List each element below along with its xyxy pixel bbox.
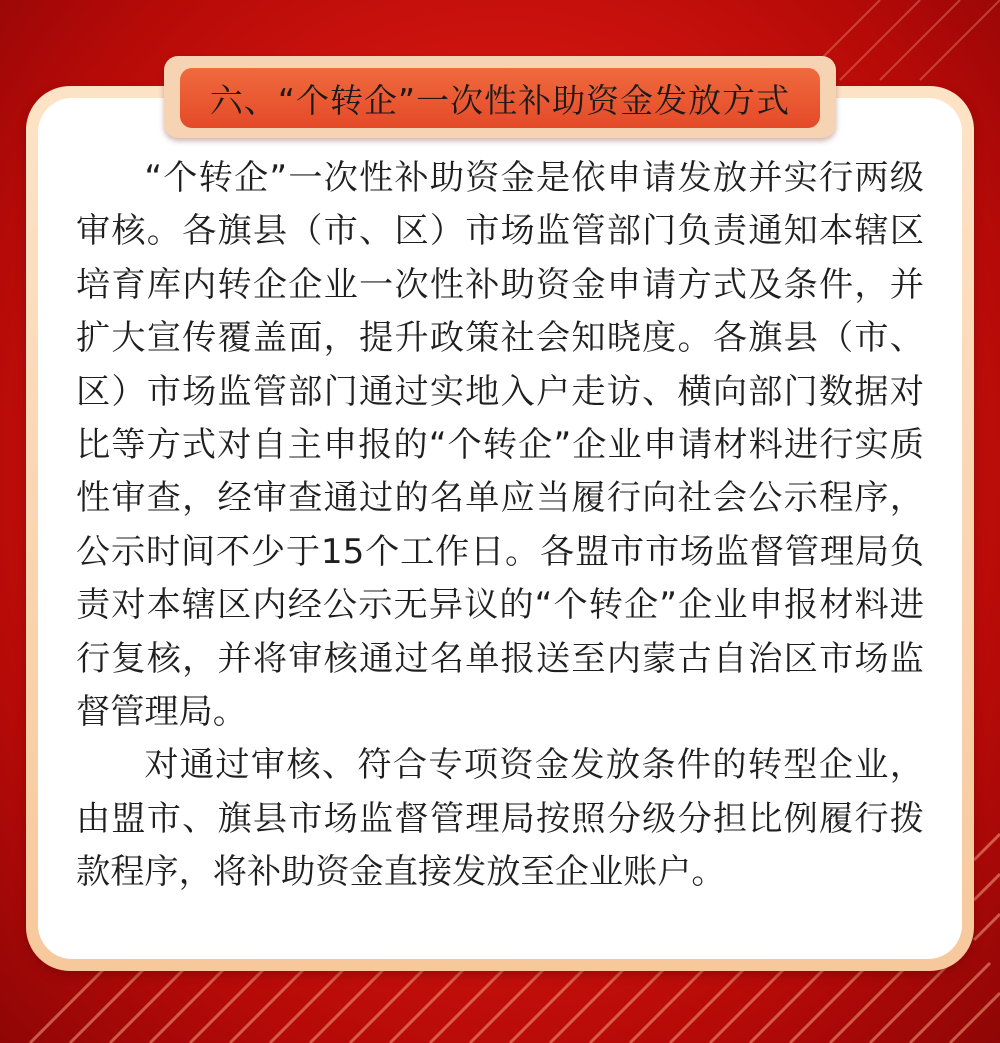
paragraph-2: 对通过审核、符合专项资金发放条件的转型企业，由盟市、旗县市场监督管理局按照分级分担比例履行拨款程序，将补助资金直接发放至企业账户。 [76, 745, 924, 893]
section-title-banner [180, 68, 820, 128]
body-text [76, 152, 924, 900]
paragraph-1: “个转企”一次性补助资金是依申请发放并实行两级审核。各旗县（市、区）市场监管部门负责通知本辖区培育库内转企企业一次性补助资金申请方式及条件，并扩大宣传覆盖面，提升政策社会知晓度。各旗县（市、区）市场监管部门通过实地入户走访、横向部门数据对比等方式对自主申报的“个转企”企业申请材料进行实质性审查，经审查通过的名单应当履行向社会公示程序，公示时间不少于15个工作日。各盟市市场监督管理局负责对本辖区内经公示无异议的“个转企”企业申报材料进行复核，并将审核通过名单报送至内蒙古自治区市场监督管理局。 [76, 158, 924, 733]
section-title: 六、“个转企”一次性补助资金发放方式 [209, 80, 791, 120]
